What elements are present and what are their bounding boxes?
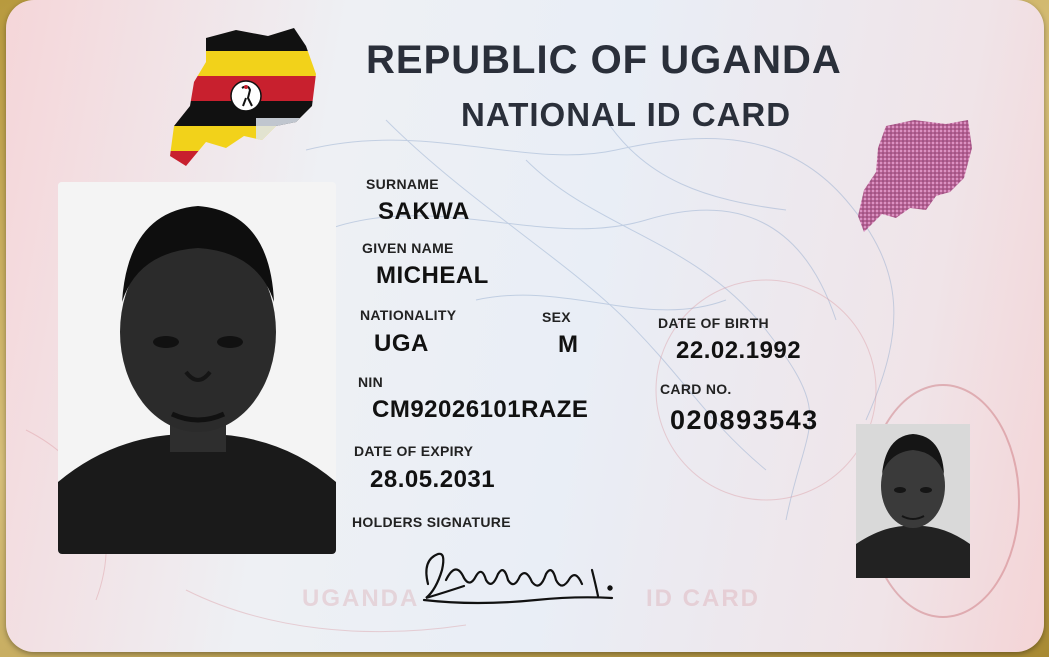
card-document-type: NATIONAL ID CARD — [461, 96, 792, 133]
card-country-title: REPUBLIC OF UGANDA — [366, 38, 842, 82]
card-no-value: 020893543 — [670, 405, 819, 435]
nationality-label: NATIONALITY — [360, 307, 457, 323]
nin-label: NIN — [358, 374, 384, 390]
given-name-value: MICHEAL — [376, 262, 489, 289]
nin-value: CM92026101RAZE — [372, 396, 589, 423]
uganda-flag-map-icon — [166, 26, 326, 174]
hologram-map-icon — [856, 118, 974, 234]
ghost-portrait-image — [856, 424, 970, 578]
date-of-birth-value: 22.02.1992 — [676, 337, 802, 364]
surname-label: SURNAME — [366, 176, 439, 192]
holder-photo — [58, 182, 336, 554]
date-of-expiry-label: DATE OF EXPIRY — [354, 443, 474, 459]
watermark-text-right: ID CARD — [646, 585, 760, 612]
ghost-photo — [856, 424, 970, 578]
date-of-birth-label: DATE OF BIRTH — [658, 315, 769, 331]
portrait-image — [58, 182, 336, 554]
holders-signature-label: HOLDERS SIGNATURE — [352, 514, 511, 530]
nationality-value: UGA — [374, 330, 429, 357]
sex-label: SEX — [542, 309, 571, 325]
national-id-card — [6, 0, 1044, 652]
date-of-expiry-value: 28.05.2031 — [370, 466, 496, 493]
card-no-label: CARD NO. — [660, 381, 732, 397]
watermark-text-left: UGANDA — [302, 585, 420, 612]
crested-crane-icon — [231, 81, 261, 111]
holder-signature — [416, 540, 626, 620]
given-name-label: GIVEN NAME — [362, 240, 454, 256]
sex-value: M — [558, 331, 579, 358]
surname-value: SAKWA — [378, 198, 470, 225]
